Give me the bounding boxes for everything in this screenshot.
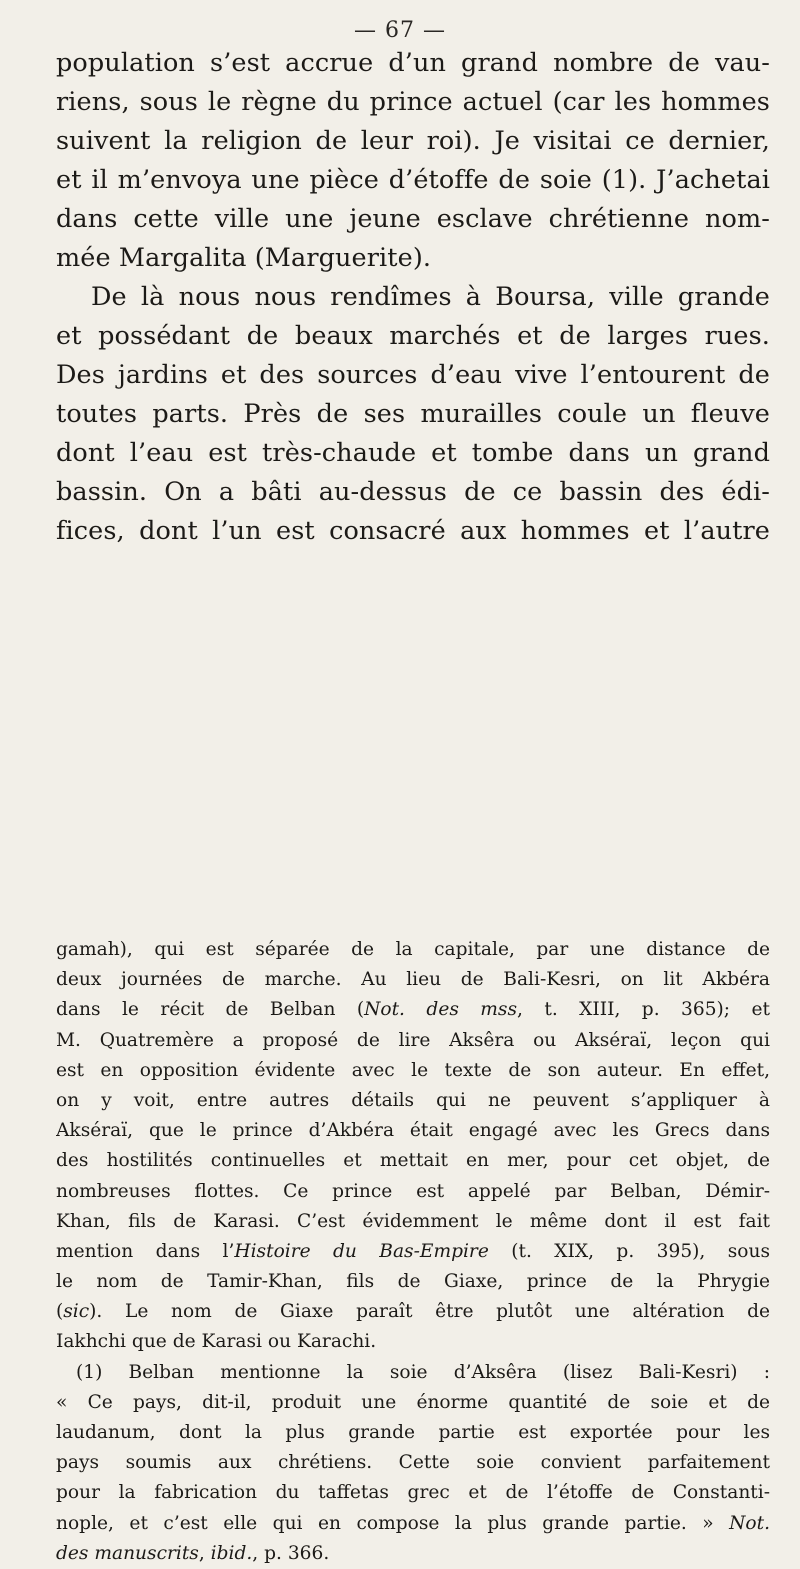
citation-italic: sic — [63, 1301, 90, 1323]
footnote-line — [56, 1539, 770, 1569]
footnote-text: dans le récit de Belban ( — [56, 999, 365, 1021]
footnote-text: , — [198, 1542, 211, 1564]
footnote-line — [56, 1297, 770, 1327]
footnote-line: Iakhchi que de Karasi ou Karachi. — [56, 1331, 377, 1353]
footnote-line: pour la fabrication du taffetas grec et de l’étoffe de Constanti- — [56, 1482, 770, 1504]
footnote-line: nombreuses flottes. Ce prince est appelé par Belban, Démir- — [56, 1180, 770, 1202]
text-line: population s’est accrue d’un grand nombre de vau- — [56, 48, 770, 78]
text-line: riens, sous le règne du prince actuel (car les hommes — [56, 87, 770, 117]
footnote-line — [56, 1509, 770, 1539]
citation-italic: des manuscrits — [56, 1542, 199, 1564]
text-line: fices, dont l’un est consacré aux hommes et l’autre — [56, 516, 770, 546]
footnote-text: ( — [56, 1301, 64, 1323]
footnote-text: , t. XIII, p. 365); et — [517, 999, 770, 1021]
footnote-line: (1) Belban mentionne la soie d’Aksêra (lisez Bali-Kesri) : — [76, 1361, 770, 1383]
text-line: toutes parts. Près de ses murailles coule un fleuve — [56, 399, 770, 429]
footnote-line: deux journées de marche. Au lieu de Bali-Kesri, on lit Akbéra — [56, 969, 770, 991]
footnote-text: (t. XIX, p. 395), sous — [488, 1240, 770, 1262]
text-line: dont l’eau est très-chaude et tombe dans un grand — [56, 438, 770, 468]
footnotes — [56, 935, 770, 1569]
footnote-line: gamah), qui est séparée de la capitale, par une distance de — [56, 939, 770, 960]
text-line: et possédant de beaux marchés et de larges rues. — [56, 321, 770, 351]
footnote-line — [56, 1237, 770, 1267]
footnote-text: , p. 366. — [252, 1542, 330, 1564]
text-line: bassin. On a bâti au-dessus de ce bassin des édi- — [56, 477, 770, 507]
footnote-line: Khan, fils de Karasi. C’est évidemment le même dont il est fait — [56, 1210, 770, 1232]
citation-italic: Histoire du Bas-Empire — [234, 1240, 489, 1262]
citation-italic: Not. des mss — [364, 999, 518, 1021]
footnote-line: est en opposition évidente avec le texte de son auteur. En effet, — [56, 1059, 770, 1081]
footnote-line — [56, 995, 770, 1025]
footnote-line: Akséraï, que le prince d’Akbéra était engagé avec les Grecs dans — [56, 1120, 770, 1142]
text-line: et il m’envoya une pièce d’étoffe de soie (1). J’achetai — [56, 165, 770, 195]
text-line: De là nous nous rendîmes à Boursa, ville grande — [91, 282, 770, 312]
main-text — [56, 44, 770, 551]
footnote-line: M. Quatremère a proposé de lire Aksêra ou Akséraï, leçon qui — [56, 1029, 770, 1051]
footnote-text: nople, et c’est elle qui en compose la plus grande partie. » — [56, 1512, 730, 1534]
citation-italic: ibid. — [210, 1542, 253, 1564]
citation-italic: Not. — [729, 1512, 770, 1534]
text-line: dans cette ville une jeune esclave chrétienne nom- — [56, 204, 770, 234]
text-line: mée Margalita (Marguerite). — [56, 243, 432, 273]
footnote-line: laudanum, dont la plus grande partie est exportée pour les — [56, 1422, 770, 1443]
footnote-text: mention dans l’ — [56, 1240, 235, 1262]
text-line: Des jardins et des sources d’eau vive l’entourent de — [56, 360, 770, 390]
footnote-line: des hostilités continuelles et mettait en mer, pour cet objet, de — [56, 1150, 770, 1172]
footnote-line: « Ce pays, dit-il, produit une énorme quantité de soie et de — [56, 1391, 770, 1413]
footnote-line: le nom de Tamir-Khan, fils de Giaxe, prince de la Phrygie — [56, 1271, 770, 1293]
footnote-text: ). Le nom de Giaxe paraît être plutôt une altération de — [89, 1301, 770, 1323]
page-number: — 67 — — [354, 18, 446, 43]
footnote-line: pays soumis aux chrétiens. Cette soie convient parfaitement — [56, 1452, 770, 1474]
footnote-line: on y voit, entre autres détails qui ne peuvent s’appliquer à — [56, 1089, 770, 1111]
text-line: suivent la religion de leur roi). Je visitai ce dernier, — [56, 126, 770, 156]
